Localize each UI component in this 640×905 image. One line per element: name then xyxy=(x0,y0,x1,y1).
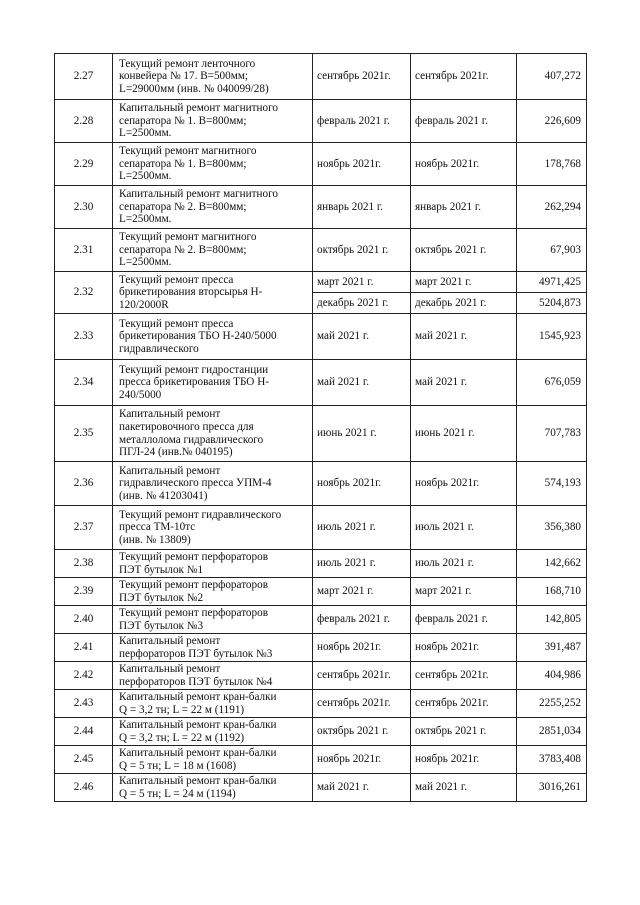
start-date: июль 2021 г. xyxy=(313,550,411,578)
description-line: перфораторов ПЭТ бутылок №4 xyxy=(119,675,273,688)
end-date: май 2021 г. xyxy=(411,774,517,802)
item-number: 2.39 xyxy=(55,578,113,606)
start-date: январь 2021 г. xyxy=(313,186,411,229)
item-description xyxy=(113,606,313,634)
end-date: февраль 2021 г. xyxy=(411,606,517,634)
description-line: L=2500мм. xyxy=(119,213,172,226)
description-line: Капитальный ремонт магнитного xyxy=(119,102,278,115)
item-number: 2.44 xyxy=(55,718,113,746)
start-date: октябрь 2021 г. xyxy=(313,229,411,272)
item-description xyxy=(113,774,313,802)
description-line: L=2500мм. xyxy=(119,170,172,183)
amount: 262,294 xyxy=(517,186,587,229)
item-description xyxy=(113,506,313,550)
end-date: октябрь 2021 г. xyxy=(411,718,517,746)
description-line: Текущий ремонт магнитного xyxy=(119,231,257,244)
start-date: ноябрь 2021г. xyxy=(313,634,411,662)
description-line: Капитальный ремонт xyxy=(119,464,221,477)
start-date: сентябрь 2021г. xyxy=(313,662,411,690)
start-date: сентябрь 2021г. xyxy=(313,54,411,100)
description-line: Текущий ремонт гидравлического xyxy=(119,508,282,521)
repair-schedule-table xyxy=(54,53,587,802)
description-line: Капитальный ремонт xyxy=(119,634,221,647)
start-date: ноябрь 2021г. xyxy=(313,462,411,506)
table-row xyxy=(55,606,587,634)
item-description xyxy=(113,746,313,774)
end-date: ноябрь 2021г. xyxy=(411,462,517,506)
end-date: февраль 2021 г. xyxy=(411,100,517,143)
item-description xyxy=(113,272,313,314)
item-description xyxy=(113,634,313,662)
description-line: Q = 3,2 тн; L = 22 м (1191) xyxy=(119,703,245,716)
description-line: Капитальный ремонт xyxy=(119,408,221,421)
amount: 574,193 xyxy=(517,462,587,506)
description-line: пресса ТМ-10тс xyxy=(119,521,196,534)
table-row xyxy=(55,229,587,272)
start-date: май 2021 г. xyxy=(313,314,411,360)
description-line: Q = 3,2 тн; L = 22 м (1192) xyxy=(119,731,245,744)
amount: 142,805 xyxy=(517,606,587,634)
table-row xyxy=(55,578,587,606)
item-number: 2.33 xyxy=(55,314,113,360)
description-line: Текущий ремонт пресса xyxy=(119,317,234,330)
start-date: февраль 2021 г. xyxy=(313,606,411,634)
end-date: декабрь 2021 г. xyxy=(411,293,517,314)
item-number: 2.35 xyxy=(55,406,113,462)
table-row xyxy=(55,506,587,550)
table-row xyxy=(55,690,587,718)
item-number: 2.38 xyxy=(55,550,113,578)
end-date: ноябрь 2021г. xyxy=(411,746,517,774)
item-number: 2.37 xyxy=(55,506,113,550)
amount: 4971,425 xyxy=(517,272,587,293)
start-date: ноябрь 2021г. xyxy=(313,143,411,186)
table-row xyxy=(55,54,587,100)
description-line: Текущий ремонт пресса xyxy=(119,273,234,286)
description-line: L=2500мм. xyxy=(119,127,172,140)
item-description xyxy=(113,314,313,360)
end-date: сентябрь 2021г. xyxy=(411,690,517,718)
amount: 2255,252 xyxy=(517,690,587,718)
amount: 356,380 xyxy=(517,506,587,550)
start-date: июль 2021 г. xyxy=(313,506,411,550)
description-line: Капитальный ремонт кран-балки xyxy=(119,774,277,787)
item-description xyxy=(113,229,313,272)
start-date: март 2021 г. xyxy=(313,272,411,293)
description-line: Капитальный ремонт кран-балки xyxy=(119,690,277,703)
item-number: 2.28 xyxy=(55,100,113,143)
amount: 391,487 xyxy=(517,634,587,662)
item-number: 2.46 xyxy=(55,774,113,802)
description-line: гидравлического xyxy=(119,342,199,355)
description-line: L=29000мм (инв. № 040099/28) xyxy=(119,82,269,95)
amount: 707,783 xyxy=(517,406,587,462)
amount: 2851,034 xyxy=(517,718,587,746)
end-date: январь 2021 г. xyxy=(411,186,517,229)
description-line: сепаратора № 2. В=800мм; xyxy=(119,200,247,213)
description-line: Текущий ремонт перфораторов xyxy=(119,550,268,563)
table-row xyxy=(55,186,587,229)
item-number: 2.40 xyxy=(55,606,113,634)
end-date: май 2021 г. xyxy=(411,360,517,406)
start-date: февраль 2021 г. xyxy=(313,100,411,143)
table-row xyxy=(55,272,587,293)
item-number: 2.34 xyxy=(55,360,113,406)
table-row xyxy=(55,360,587,406)
amount: 3783,408 xyxy=(517,746,587,774)
start-date: май 2021 г. xyxy=(313,360,411,406)
end-date: октябрь 2021 г. xyxy=(411,229,517,272)
table-row xyxy=(55,462,587,506)
table-row xyxy=(55,143,587,186)
start-date: ноябрь 2021г. xyxy=(313,746,411,774)
description-line: конвейера № 17. В=500мм; xyxy=(119,70,249,83)
table-row xyxy=(55,406,587,462)
amount: 178,768 xyxy=(517,143,587,186)
item-number: 2.30 xyxy=(55,186,113,229)
item-description xyxy=(113,550,313,578)
amount: 142,662 xyxy=(517,550,587,578)
item-number: 2.41 xyxy=(55,634,113,662)
amount: 168,710 xyxy=(517,578,587,606)
description-line: Текущий ремонт перфораторов xyxy=(119,606,268,619)
start-date: июнь 2021 г. xyxy=(313,406,411,462)
description-line: Текущий ремонт гидростанции xyxy=(119,363,269,376)
start-date: сентябрь 2021г. xyxy=(313,690,411,718)
description-line: пресса брикетирования ТБО Н- xyxy=(119,376,269,389)
description-line: Текущий ремонт перфораторов xyxy=(119,578,268,591)
description-line: Текущий ремонт магнитного xyxy=(119,145,257,158)
end-date: май 2021 г. xyxy=(411,314,517,360)
amount: 676,059 xyxy=(517,360,587,406)
item-number: 2.36 xyxy=(55,462,113,506)
end-date: июнь 2021 г. xyxy=(411,406,517,462)
item-number: 2.27 xyxy=(55,54,113,100)
description-line: Капитальный ремонт магнитного xyxy=(119,188,278,201)
description-line: Капитальный ремонт xyxy=(119,662,221,675)
table-row xyxy=(55,662,587,690)
description-line: перфораторов ПЭТ бутылок №3 xyxy=(119,647,273,660)
description-line: Капитальный ремонт кран-балки xyxy=(119,746,277,759)
description-line: 240/5000 xyxy=(119,388,162,401)
description-line: Капитальный ремонт кран-балки xyxy=(119,718,277,731)
item-description xyxy=(113,360,313,406)
description-line: сепаратора № 1. В=800мм; xyxy=(119,157,247,170)
end-date: июль 2021 г. xyxy=(411,550,517,578)
item-description xyxy=(113,462,313,506)
amount: 5204,873 xyxy=(517,293,587,314)
end-date: июль 2021 г. xyxy=(411,506,517,550)
end-date: ноябрь 2021г. xyxy=(411,143,517,186)
description-line: брикетирования ТБО Н-240/5000 xyxy=(119,330,277,343)
item-description xyxy=(113,690,313,718)
description-line: (инв. № 41203041) xyxy=(119,489,208,502)
item-number: 2.31 xyxy=(55,229,113,272)
description-line: брикетирования вторсырья Н- xyxy=(119,286,263,299)
item-description xyxy=(113,186,313,229)
item-number: 2.32 xyxy=(55,272,113,314)
description-line: сепаратора № 1. В=800мм; xyxy=(119,114,247,127)
table-row xyxy=(55,718,587,746)
description-line: ПЭТ бутылок №3 xyxy=(119,619,204,632)
item-description xyxy=(113,54,313,100)
start-date: май 2021 г. xyxy=(313,774,411,802)
description-line: металлолома гидравлического xyxy=(119,433,264,446)
item-number: 2.43 xyxy=(55,690,113,718)
table-row xyxy=(55,550,587,578)
amount: 404,986 xyxy=(517,662,587,690)
description-line: 120/2000R xyxy=(119,298,169,311)
item-number: 2.29 xyxy=(55,143,113,186)
description-line: гидравлического пресса УПМ-4 xyxy=(119,477,272,490)
end-date: сентябрь 2021г. xyxy=(411,54,517,100)
item-description xyxy=(113,718,313,746)
table-row xyxy=(55,100,587,143)
item-description xyxy=(113,406,313,462)
description-line: пакетировочного пресса для xyxy=(119,420,254,433)
item-description xyxy=(113,143,313,186)
item-description xyxy=(113,662,313,690)
item-number: 2.45 xyxy=(55,746,113,774)
description-line: L=2500мм. xyxy=(119,256,172,269)
description-line: Q = 5 тн; L = 18 м (1608) xyxy=(119,759,237,772)
table-body xyxy=(55,54,587,802)
end-date: ноябрь 2021г. xyxy=(411,634,517,662)
table-row xyxy=(55,314,587,360)
amount: 407,272 xyxy=(517,54,587,100)
end-date: сентябрь 2021г. xyxy=(411,662,517,690)
amount: 226,609 xyxy=(517,100,587,143)
amount: 1545,923 xyxy=(517,314,587,360)
amount: 3016,261 xyxy=(517,774,587,802)
description-line: сепаратора № 2. В=800мм; xyxy=(119,243,247,256)
item-description xyxy=(113,100,313,143)
table-row xyxy=(55,634,587,662)
description-line: Текущий ремонт ленточного xyxy=(119,57,256,70)
description-line: ПЭТ бутылок №1 xyxy=(119,563,204,576)
table-row xyxy=(55,774,587,802)
description-line: Q = 5 тн; L = 24 м (1194) xyxy=(119,787,236,800)
start-date: март 2021 г. xyxy=(313,578,411,606)
amount: 67,903 xyxy=(517,229,587,272)
start-date: декабрь 2021 г. xyxy=(313,293,411,314)
end-date: март 2021 г. xyxy=(411,272,517,293)
end-date: март 2021 г. xyxy=(411,578,517,606)
description-line: ПГЛ-24 (инв.№ 040195) xyxy=(119,446,233,459)
item-number: 2.42 xyxy=(55,662,113,690)
table-row xyxy=(55,746,587,774)
item-description xyxy=(113,578,313,606)
start-date: октябрь 2021 г. xyxy=(313,718,411,746)
description-line: (инв. № 13809) xyxy=(119,533,191,546)
description-line: ПЭТ бутылок №2 xyxy=(119,591,204,604)
